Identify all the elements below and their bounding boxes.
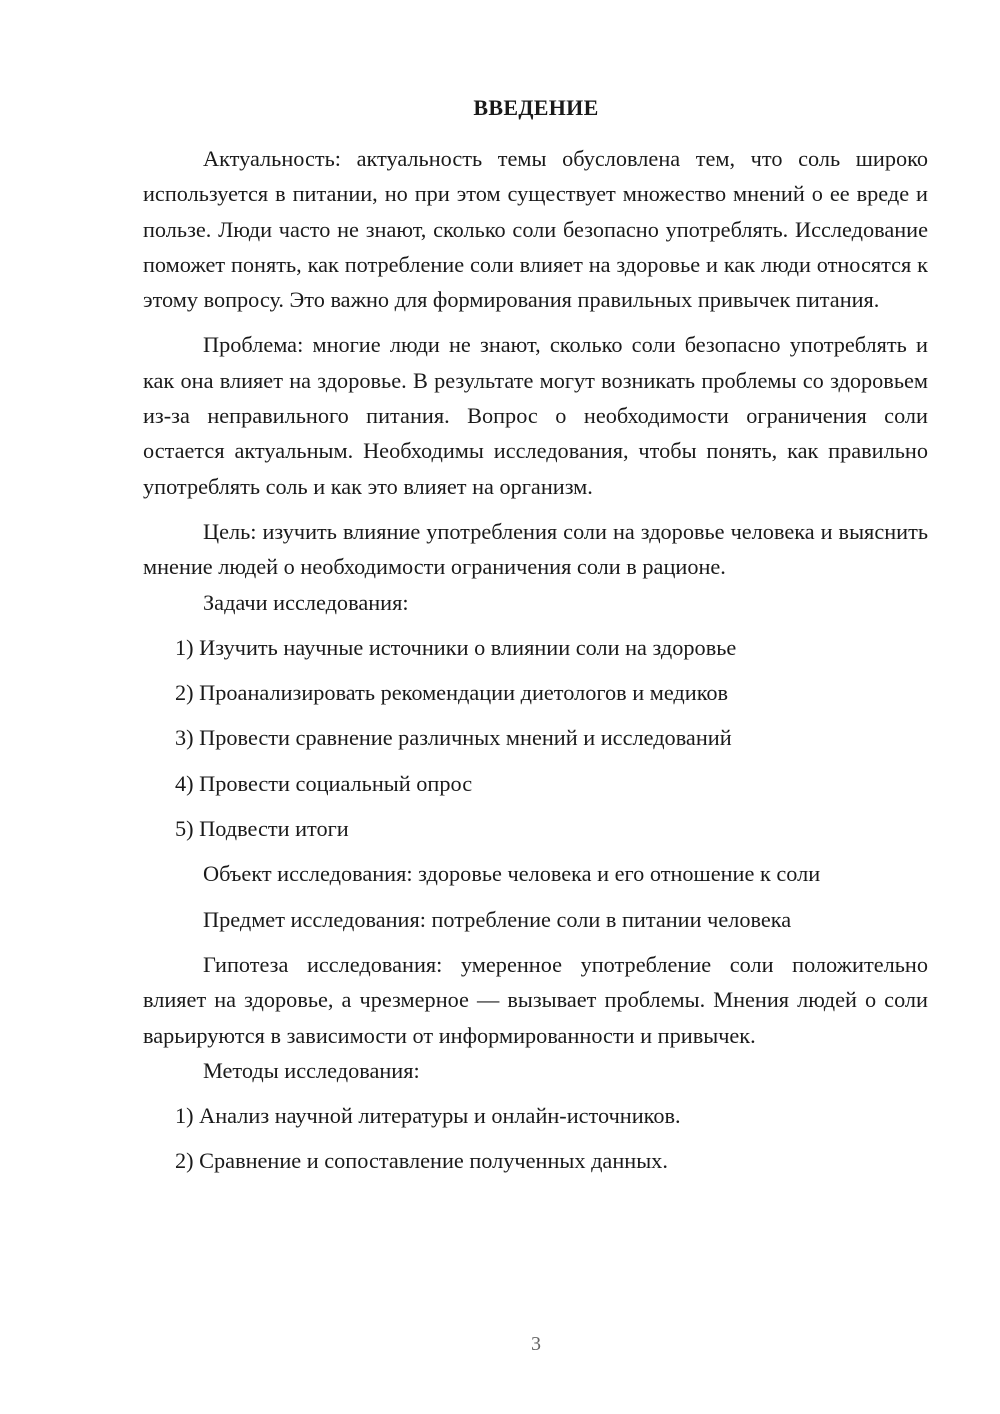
relevance-paragraph: Актуальность: актуальность темы обусловлена тем, что соль широко используется в питании, но при этом существует множество мнений о ее вреде и пользе. Люди часто не знают, сколько соли безопасно употреблять. Исследование поможет понять, как потребление соли влияет на здоровье и как люди относятся к этому вопросу. Это важно для формирования правильных привычек питания. — [143, 146, 928, 313]
methods-list — [143, 1098, 928, 1179]
task-item: 1) Изучить научные источники о влиянии соли на здоровье — [175, 634, 737, 660]
methods-title: Методы исследования: — [203, 1057, 420, 1083]
method-item: 2) Сравнение и сопоставление полученных данных. — [175, 1148, 668, 1174]
research-object: Объект исследования: здоровье человека и его отношение к соли — [203, 861, 821, 887]
task-item: 2) Проанализировать рекомендации диетологов и медиков — [175, 680, 729, 706]
goal-paragraph: Цель: изучить влияние употребления соли на здоровье человека и выяснить мнение людей о необходимости ограничения соли в рационе. — [143, 518, 928, 580]
tasks-list — [143, 630, 928, 846]
research-subject: Предмет исследования: потребление соли в питании человека — [203, 906, 792, 932]
task-item: 5) Подвести итоги — [175, 816, 349, 842]
problem-paragraph: Проблема: многие люди не знают, сколько соли безопасно употреблять и как она влияет на здоровье. В результате могут возникать проблемы со здоровьем из-за неправильного питания. Вопрос о необходимости ограничения соли остается актуальным. Необходимы исследования, чтобы понять, как правильно употреблять соль и как это влияет на организм. — [143, 332, 928, 499]
task-item: 3) Провести сравнение различных мнений и исследований — [175, 725, 732, 751]
task-item: 4) Провести социальный опрос — [175, 770, 473, 796]
hypothesis-paragraph: Гипотеза исследования: умеренное употребление соли положительно влияет на здоровье, а чрезмерное — вызывает проблемы. Мнения людей о соли варьируются в зависимости от информированности и привычек. — [143, 951, 928, 1048]
page-title: ВВЕДЕНИЕ — [473, 95, 599, 120]
method-item: 1) Анализ научной литературы и онлайн-источников. — [175, 1103, 681, 1129]
tasks-title: Задачи исследования: — [203, 589, 409, 615]
page-number: 3 — [531, 1333, 541, 1355]
document-body — [143, 141, 928, 1179]
